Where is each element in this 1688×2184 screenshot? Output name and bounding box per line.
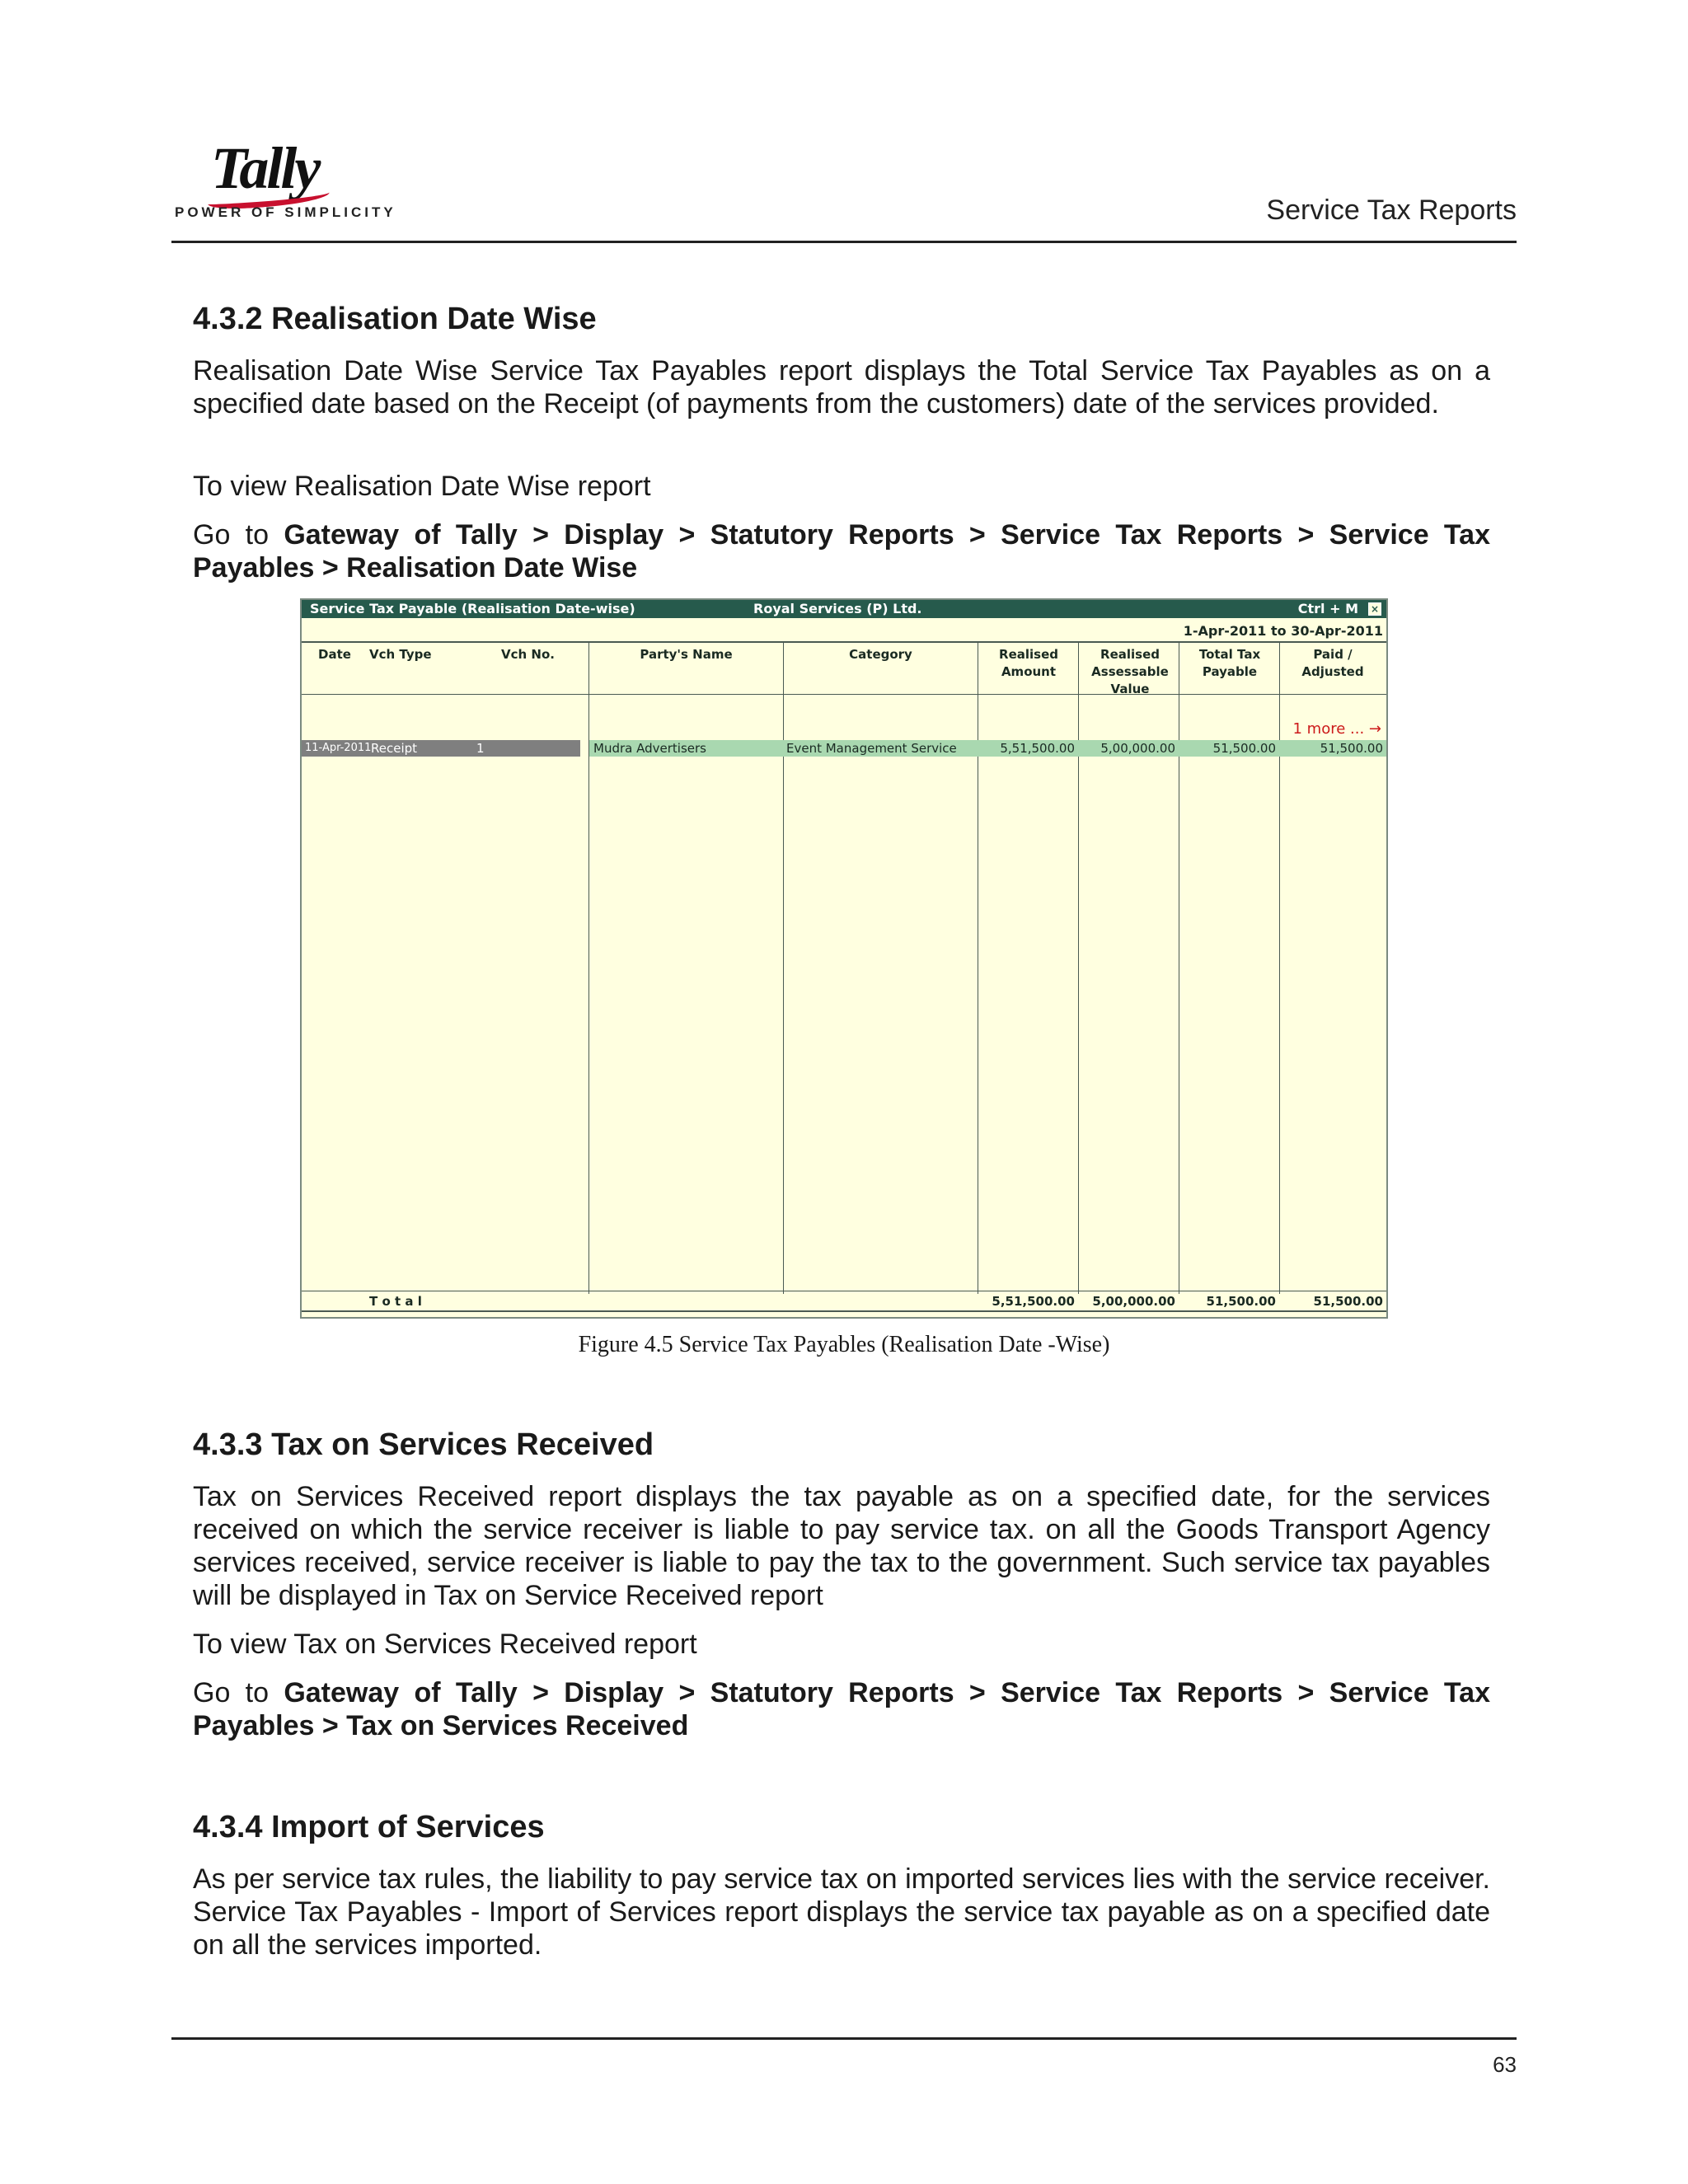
column-header-realised-amount: Realised Amount (999, 647, 1058, 679)
page-number: 63 (1493, 2052, 1517, 2077)
section-434-paragraph: As per service tax rules, the liability to pay service tax on imported services lies with the service receiver. Service Tax Payables - Import of Services report displays the service tax payable as on a specified date on all the services imported. (193, 1863, 1490, 1961)
menu-path: Gateway of Tally > Display > Statutory Reports > Service Tax Reports > Service Tax Payables > Realisation Date Wise (193, 519, 1490, 583)
section-432-navigation-path (193, 518, 1490, 584)
column-header-realised-assessable-value: Realised Assessable Value (1091, 647, 1169, 696)
column-header-party-name: Party's Name (640, 647, 733, 662)
section-433-paragraph: Tax on Services Received report displays the tax payable as on a specified date, for the services received on which the service receiver is liable to pay service tax. on all the Goods Transport Agency services received, service receiver is liable to pay the tax to the government. Such service tax payables will be displayed in Tax on Service Received report (193, 1481, 1490, 1611)
report-period[interactable]: 1-Apr-2011 to 30-Apr-2011 (1183, 623, 1383, 639)
table-row[interactable] (302, 740, 1386, 757)
column-header-vch-type: Vch Type (369, 647, 432, 662)
tally-logo (175, 135, 396, 229)
total-paid-adjusted: 51,500.00 (1313, 1294, 1383, 1309)
more-link[interactable]: 1 more ... → (1292, 720, 1381, 738)
column-header-category: Category (849, 647, 912, 662)
column-header-paid-adjusted: Paid / Adjusted (1301, 647, 1364, 679)
figure-caption: Figure 4.5 Service Tax Payables (Realisation Date -Wise) (578, 1332, 1110, 1357)
section-432-paragraph: Realisation Date Wise Service Tax Payables report displays the Total Service Tax Payables as on a specified date based on the Receipt (of payments from the customers) date of the services provided. (193, 355, 1490, 419)
total-realised-assessable-value: 5,00,000.00 (1092, 1294, 1175, 1309)
header-top-rule (302, 641, 1386, 643)
header-rule (171, 241, 1517, 243)
menu-path: Gateway of Tally > Display > Statutory Reports > Service Tax Reports > Service Tax Payables > Tax on Services Received (193, 1677, 1490, 1741)
row-paid-adjusted: 51,500.00 (1320, 741, 1383, 756)
report-title-bar (302, 600, 1386, 618)
close-icon[interactable]: × (1368, 602, 1381, 616)
total-label: T o t a l (369, 1294, 422, 1309)
row-vch-no: 1 (476, 741, 485, 756)
total-bottom-rule (302, 1310, 1386, 1312)
logo-tagline: POWER OF SIMPLICITY (175, 204, 396, 220)
section-433-navigation-path (193, 1676, 1490, 1742)
report-screenshot (300, 598, 1388, 1319)
row-total-tax-payable: 51,500.00 (1212, 741, 1276, 756)
report-title: Service Tax Payable (Realisation Date-wise) (310, 601, 635, 616)
section-heading-432: 4.3.2 Realisation Date Wise (193, 302, 597, 336)
row-vch-type: Receipt (371, 741, 418, 756)
header-bottom-rule (302, 694, 1386, 695)
row-realised-assessable-value: 5,00,000.00 (1100, 741, 1175, 756)
column-header-vch-no: Vch No. (501, 647, 555, 662)
go-to-text: Go to (193, 519, 270, 551)
go-to-text: Go to (193, 1677, 270, 1708)
section-433-view-line: To view Tax on Services Received report (193, 1629, 697, 1660)
row-party-name: Mudra Advertisers (593, 741, 706, 756)
column-header-total-tax-payable: Total Tax Payable (1198, 647, 1261, 679)
footer-rule (171, 2037, 1517, 2040)
running-header-title: Service Tax Reports (1266, 194, 1517, 226)
section-432-view-line: To view Realisation Date Wise report (193, 471, 651, 502)
shortcut-label[interactable]: Ctrl + M (1297, 601, 1358, 616)
company-name: Royal Services (P) Ltd. (753, 601, 922, 616)
section-heading-434: 4.3.4 Import of Services (193, 1810, 545, 1844)
total-realised-amount: 5,51,500.00 (992, 1294, 1075, 1309)
row-realised-amount: 5,51,500.00 (1000, 741, 1075, 756)
total-tax-payable: 51,500.00 (1206, 1294, 1276, 1309)
section-heading-433: 4.3.3 Tax on Services Received (193, 1427, 654, 1462)
column-header-date: Date (318, 647, 351, 662)
logo-text: Tally (211, 135, 319, 201)
row-category: Event Management Service (786, 741, 957, 756)
row-date: 11-Apr-2011 (305, 742, 372, 754)
